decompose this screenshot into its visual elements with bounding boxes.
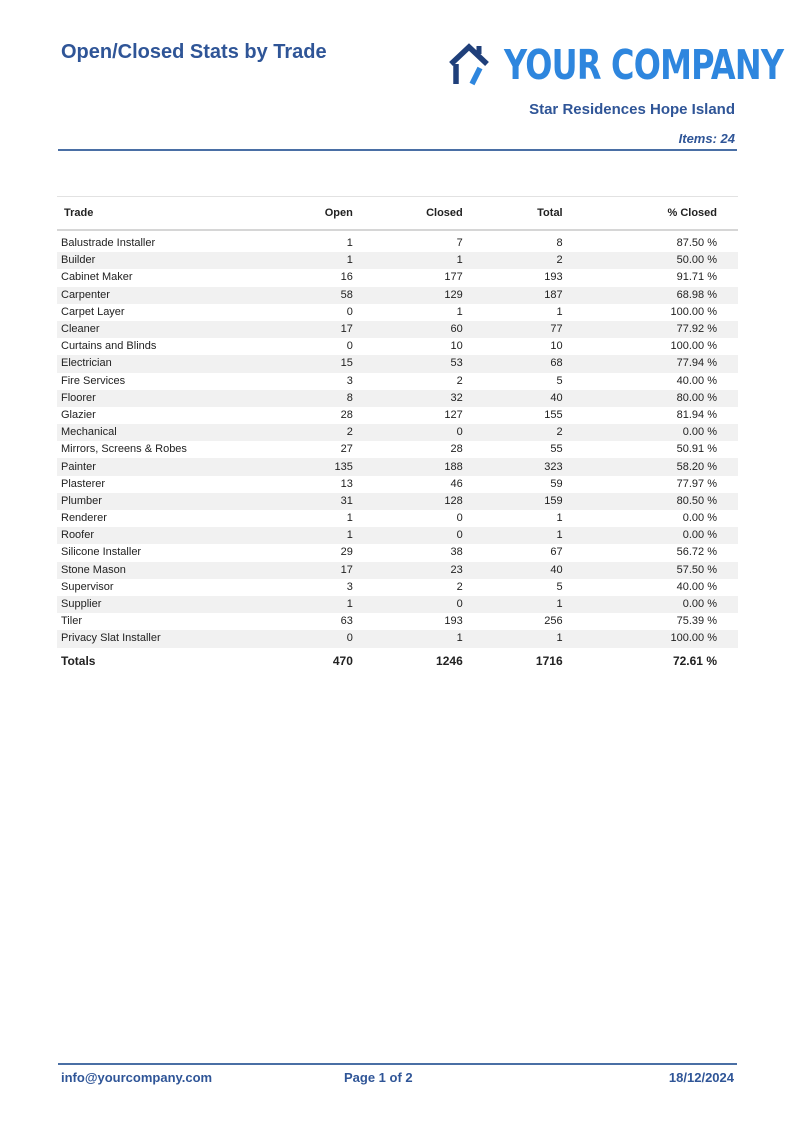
- cell-trade: Mirrors, Screens & Robes: [57, 441, 263, 458]
- table-body: [57, 230, 738, 648]
- cell-open: 63: [263, 613, 353, 630]
- cell-open: 1: [263, 596, 353, 613]
- cell-total: 68: [463, 355, 563, 372]
- cell-total: 1: [463, 304, 563, 321]
- cell-open: 1: [263, 235, 353, 252]
- cell-percent-closed: 0.00 %: [563, 510, 738, 527]
- cell-percent-closed: 75.39 %: [563, 613, 738, 630]
- cell-percent-closed: 50.00 %: [563, 252, 738, 269]
- table-row: [57, 355, 738, 372]
- footer-page-number: Page 1 of 2: [344, 1070, 413, 1085]
- cell-open: 0: [263, 338, 353, 355]
- totals-closed: 1246: [436, 653, 463, 668]
- column-header-closed: Closed: [353, 197, 463, 231]
- company-logo: [446, 40, 794, 90]
- items-count: Items: 24: [678, 131, 735, 146]
- project-name: Star Residences Hope Island: [529, 101, 735, 118]
- cell-percent-closed: 77.97 %: [563, 476, 738, 493]
- cell-open: 1: [263, 252, 353, 269]
- table-row: [57, 596, 738, 613]
- cell-closed: 23: [353, 562, 463, 579]
- cell-percent-closed: 91.71 %: [563, 269, 738, 286]
- house-icon: [446, 42, 494, 88]
- table-row: [57, 458, 738, 475]
- cell-closed: 60: [353, 321, 463, 338]
- cell-open: 0: [263, 304, 353, 321]
- cell-open: 0: [263, 630, 353, 647]
- table-row: [57, 235, 738, 252]
- totals-total: 1716: [535, 653, 563, 668]
- cell-trade: Plasterer: [57, 476, 263, 493]
- table-row: [57, 287, 738, 304]
- table-row: [57, 630, 738, 647]
- cell-closed: 38: [353, 544, 463, 561]
- cell-closed: 2: [353, 373, 463, 390]
- cell-total: 1: [463, 630, 563, 647]
- cell-total: 59: [463, 476, 563, 493]
- table-row: [57, 304, 738, 321]
- table-row: [57, 321, 738, 338]
- cell-total: 256: [463, 613, 563, 630]
- cell-percent-closed: 0.00 %: [563, 596, 738, 613]
- cell-closed: 128: [353, 493, 463, 510]
- column-header-total: Total: [463, 197, 563, 231]
- cell-open: 1: [263, 510, 353, 527]
- cell-total: 1: [463, 510, 563, 527]
- table-row: [57, 269, 738, 286]
- cell-closed: 28: [353, 441, 463, 458]
- cell-open: 13: [263, 476, 353, 493]
- totals-row: [57, 648, 738, 674]
- cell-closed: 0: [353, 527, 463, 544]
- cell-closed: 1: [353, 252, 463, 269]
- cell-open: 17: [263, 562, 353, 579]
- cell-total: 193: [463, 269, 563, 286]
- cell-trade: Carpenter: [57, 287, 263, 304]
- cell-total: 1: [463, 596, 563, 613]
- cell-closed: 1: [353, 630, 463, 647]
- cell-total: 2: [463, 424, 563, 441]
- cell-open: 16: [263, 269, 353, 286]
- cell-trade: Roofer: [57, 527, 263, 544]
- cell-total: 155: [463, 407, 563, 424]
- cell-trade: Privacy Slat Installer: [57, 630, 263, 647]
- table-header-row: [57, 197, 738, 231]
- cell-total: 8: [463, 235, 563, 252]
- table-row: [57, 338, 738, 355]
- cell-closed: 0: [353, 424, 463, 441]
- cell-trade: Floorer: [57, 390, 263, 407]
- cell-closed: 32: [353, 390, 463, 407]
- cell-closed: 46: [353, 476, 463, 493]
- cell-closed: 1: [353, 304, 463, 321]
- cell-open: 135: [263, 458, 353, 475]
- cell-trade: Supplier: [57, 596, 263, 613]
- table-row: [57, 476, 738, 493]
- cell-percent-closed: 80.00 %: [563, 390, 738, 407]
- cell-trade: Stone Mason: [57, 562, 263, 579]
- cell-total: 187: [463, 287, 563, 304]
- cell-trade: Electrician: [57, 355, 263, 372]
- cell-trade: Fire Services: [57, 373, 263, 390]
- cell-percent-closed: 77.92 %: [563, 321, 738, 338]
- cell-open: 31: [263, 493, 353, 510]
- table-row: [57, 252, 738, 269]
- cell-total: 5: [463, 579, 563, 596]
- cell-percent-closed: 87.50 %: [563, 235, 738, 252]
- cell-total: 1: [463, 527, 563, 544]
- footer-divider: [58, 1063, 737, 1065]
- cell-percent-closed: 40.00 %: [563, 579, 738, 596]
- cell-percent-closed: 81.94 %: [563, 407, 738, 424]
- cell-closed: 7: [353, 235, 463, 252]
- table-row: [57, 579, 738, 596]
- cell-total: 159: [463, 493, 563, 510]
- cell-open: 3: [263, 373, 353, 390]
- column-header-trade: Trade: [57, 197, 263, 231]
- cell-percent-closed: 68.98 %: [563, 287, 738, 304]
- table-row: [57, 424, 738, 441]
- cell-trade: Mechanical: [57, 424, 263, 441]
- cell-open: 15: [263, 355, 353, 372]
- cell-closed: 10: [353, 338, 463, 355]
- cell-trade: Curtains and Blinds: [57, 338, 263, 355]
- cell-closed: 129: [353, 287, 463, 304]
- cell-percent-closed: 100.00 %: [563, 338, 738, 355]
- cell-total: 40: [463, 562, 563, 579]
- cell-open: 2: [263, 424, 353, 441]
- table-row: [57, 527, 738, 544]
- cell-percent-closed: 77.94 %: [563, 355, 738, 372]
- table-row: [57, 510, 738, 527]
- cell-trade: Supervisor: [57, 579, 263, 596]
- cell-closed: 177: [353, 269, 463, 286]
- header-divider: [58, 149, 737, 151]
- cell-closed: 0: [353, 510, 463, 527]
- table-row: [57, 562, 738, 579]
- cell-open: 17: [263, 321, 353, 338]
- cell-percent-closed: 50.91 %: [563, 441, 738, 458]
- stats-table: [57, 196, 738, 674]
- totals-percent-closed: 72.61 %: [672, 653, 717, 668]
- cell-percent-closed: 58.20 %: [563, 458, 738, 475]
- cell-trade: Plumber: [57, 493, 263, 510]
- cell-percent-closed: 56.72 %: [563, 544, 738, 561]
- cell-open: 3: [263, 579, 353, 596]
- table-row: [57, 544, 738, 561]
- totals-open: 470: [332, 653, 353, 668]
- cell-trade: Cabinet Maker: [57, 269, 263, 286]
- cell-closed: 2: [353, 579, 463, 596]
- cell-closed: 0: [353, 596, 463, 613]
- report-title: Open/Closed Stats by Trade: [61, 41, 327, 63]
- totals-label: Totals: [61, 653, 96, 668]
- cell-total: 323: [463, 458, 563, 475]
- cell-closed: 193: [353, 613, 463, 630]
- cell-open: 1: [263, 527, 353, 544]
- cell-total: 77: [463, 321, 563, 338]
- column-header-open: Open: [263, 197, 353, 231]
- cell-percent-closed: 80.50 %: [563, 493, 738, 510]
- table-row: [57, 613, 738, 630]
- cell-total: 10: [463, 338, 563, 355]
- cell-open: 28: [263, 407, 353, 424]
- cell-closed: 188: [353, 458, 463, 475]
- cell-trade: Renderer: [57, 510, 263, 527]
- cell-trade: Cleaner: [57, 321, 263, 338]
- cell-trade: Balustrade Installer: [57, 235, 263, 252]
- cell-percent-closed: 0.00 %: [563, 424, 738, 441]
- cell-total: 2: [463, 252, 563, 269]
- cell-open: 27: [263, 441, 353, 458]
- company-name: YOUR COMPANY: [504, 41, 784, 89]
- cell-percent-closed: 0.00 %: [563, 527, 738, 544]
- cell-percent-closed: 100.00 %: [563, 304, 738, 321]
- cell-total: 67: [463, 544, 563, 561]
- cell-total: 55: [463, 441, 563, 458]
- footer-date: 18/12/2024: [668, 1070, 734, 1085]
- cell-closed: 53: [353, 355, 463, 372]
- footer-email: info@yourcompany.com: [61, 1070, 213, 1085]
- cell-trade: Painter: [57, 458, 263, 475]
- stats-table-container: [57, 196, 738, 674]
- cell-open: 58: [263, 287, 353, 304]
- column-header-percent-closed: % Closed: [563, 197, 738, 231]
- cell-trade: Builder: [57, 252, 263, 269]
- table-row: [57, 373, 738, 390]
- cell-percent-closed: 40.00 %: [563, 373, 738, 390]
- cell-trade: Carpet Layer: [57, 304, 263, 321]
- cell-percent-closed: 100.00 %: [563, 630, 738, 647]
- cell-trade: Silicone Installer: [57, 544, 263, 561]
- table-row: [57, 407, 738, 424]
- cell-trade: Tiler: [57, 613, 263, 630]
- cell-open: 8: [263, 390, 353, 407]
- cell-total: 5: [463, 373, 563, 390]
- cell-total: 40: [463, 390, 563, 407]
- table-row: [57, 493, 738, 510]
- cell-trade: Glazier: [57, 407, 263, 424]
- cell-closed: 127: [353, 407, 463, 424]
- cell-percent-closed: 57.50 %: [563, 562, 738, 579]
- cell-open: 29: [263, 544, 353, 561]
- table-row: [57, 390, 738, 407]
- table-row: [57, 441, 738, 458]
